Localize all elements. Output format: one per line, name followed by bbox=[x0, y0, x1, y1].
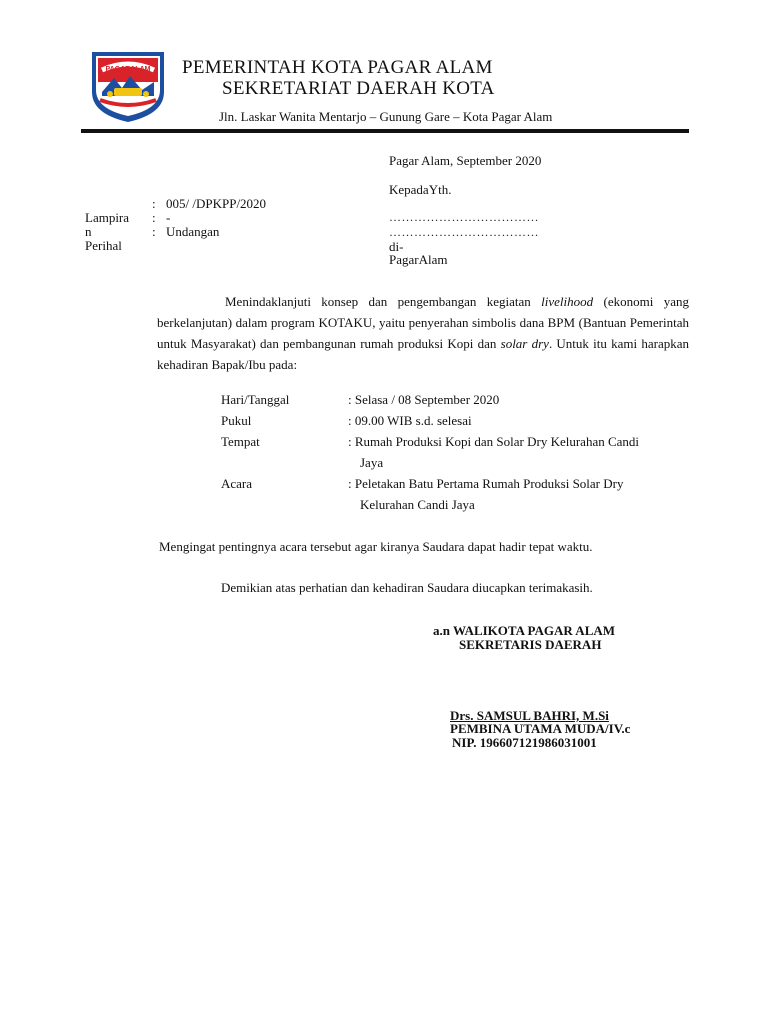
body-text-b: (ekonomi yang berkelanjutan) dalam program KOTAKU, yaitu penyerahan simbolis dana BPM (Bantuan Pemerintah untuk Masyarakat) dan pembangunan rumah produksi Kopi dan bbox=[157, 294, 689, 351]
recipient-city: PagarAlam bbox=[389, 252, 448, 267]
schedule-value: : Peletakan Batu Pertama Rumah Produksi Solar Dry bbox=[348, 476, 624, 491]
closing-paragraph-1: Mengingat pentingnya acara tersebut agar kiranya Saudara dapat hadir tepat waktu. bbox=[159, 539, 593, 554]
schedule-value-cont: Jaya bbox=[360, 455, 384, 470]
nomor-value: 005/ /DPKPP/2020 bbox=[166, 196, 267, 211]
recipient-salutation: KepadaYth. bbox=[389, 182, 452, 197]
meta-colon: : bbox=[152, 196, 156, 211]
schedule-value-cont: Kelurahan Candi Jaya bbox=[360, 497, 475, 512]
recipient-line-2: ……………………………… bbox=[389, 225, 539, 239]
body-paragraph bbox=[157, 291, 689, 375]
body-text-a: Menindaklanjuti konsep dan pengembangan kegiatan bbox=[225, 294, 542, 309]
signature-title-2: SEKRETARIS DAERAH bbox=[459, 637, 602, 652]
signatory-nip: NIP. 196607121986031001 bbox=[452, 735, 597, 750]
lampiran-value: - bbox=[166, 210, 171, 225]
closing-paragraph-2: Demikian atas perhatian dan kehadiran Saudara diucapkan terimakasih. bbox=[221, 580, 593, 595]
lampiran-label: Lampira bbox=[85, 210, 130, 225]
letter-date: Pagar Alam, September 2020 bbox=[389, 153, 542, 168]
schedule-value: : Selasa / 08 September 2020 bbox=[348, 392, 500, 407]
recipient-di: di- bbox=[389, 239, 404, 254]
pagar-alam-city-emblem bbox=[88, 48, 168, 124]
body-term-solar-dry: solar dry bbox=[500, 336, 549, 351]
letterhead-address: Jln. Laskar Wanita Mentarjo – Gunung Gare – Kota Pagar Alam bbox=[219, 109, 553, 124]
body-term-livelihood: livelihood bbox=[541, 294, 594, 309]
schedule-label: Pukul bbox=[221, 413, 252, 428]
schedule-value: : Rumah Produksi Kopi dan Solar Dry Kelurahan Candi bbox=[348, 434, 640, 449]
recipient-line-1: ……………………………… bbox=[389, 210, 539, 224]
signature-title-1: a.n WALIKOTA PAGAR ALAM bbox=[433, 623, 616, 638]
lampiran-label-wrap: n bbox=[85, 224, 92, 239]
letterhead-government: PEMERINTAH KOTA PAGAR ALAM bbox=[182, 57, 493, 78]
letterhead-rule bbox=[81, 129, 689, 133]
signatory-rank: PEMBINA UTAMA MUDA/IV.c bbox=[450, 721, 631, 736]
body-text-c: . Untuk itu kami harapkan kehadiran Bapak/Ibu pada: bbox=[157, 336, 689, 372]
meta-colon: : bbox=[152, 224, 156, 239]
perihal-label: Perihal bbox=[85, 238, 122, 253]
schedule-label: Tempat bbox=[221, 434, 260, 449]
schedule-label: Hari/Tanggal bbox=[221, 392, 290, 407]
signatory-name: Drs. SAMSUL BAHRI, M.Si bbox=[450, 708, 609, 723]
schedule-value: : 09.00 WIB s.d. selesai bbox=[348, 413, 472, 428]
emblem-lettering: PAGARALAM bbox=[105, 66, 151, 73]
letterhead-office: SEKRETARIAT DAERAH KOTA bbox=[222, 78, 495, 99]
schedule-label: Acara bbox=[221, 476, 253, 491]
meta-colon: : bbox=[152, 210, 156, 225]
perihal-value: Undangan bbox=[166, 224, 220, 239]
